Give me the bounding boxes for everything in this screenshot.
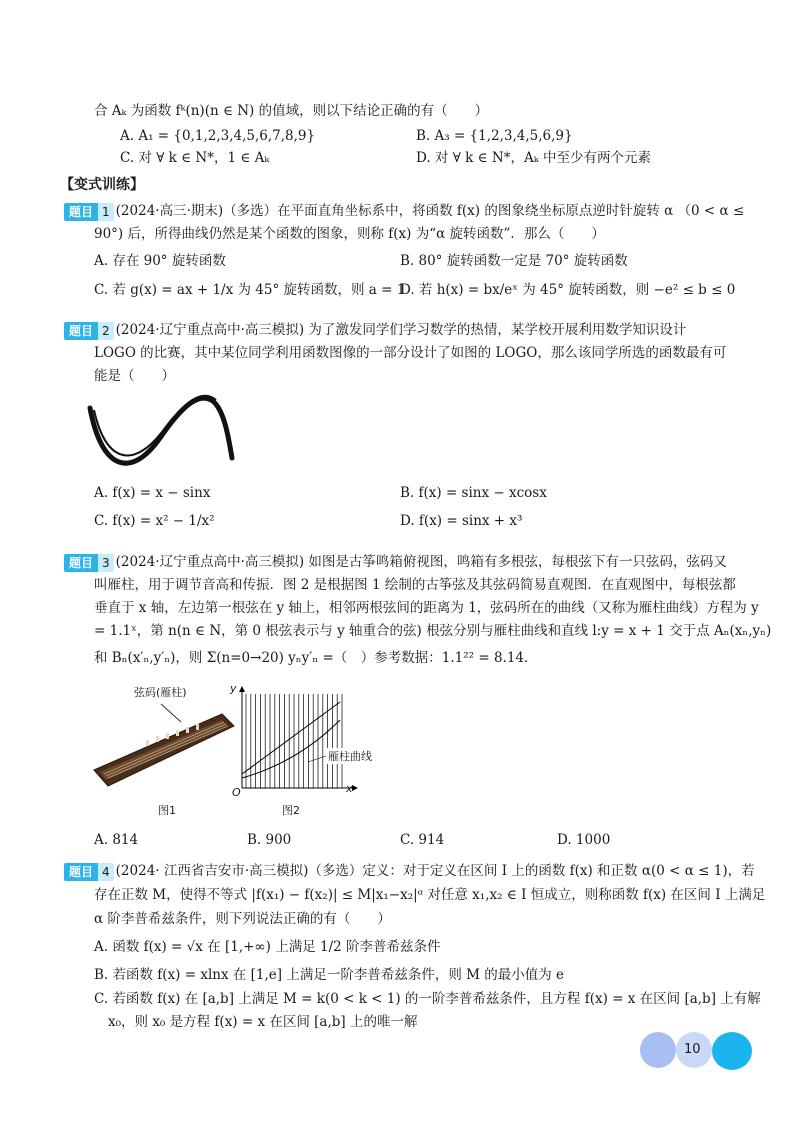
intro-option-a: A. A₁ = {0,1,2,3,4,5,6,7,8,9} (120, 128, 316, 144)
q4-option-a: A. 函数 f(x) = √x 在 [1,+∞) 上满足 1/2 阶李普希兹条件 (94, 939, 441, 955)
intro-option-c: C. 对 ∀ k ∈ N*，1 ∈ Aₖ (120, 150, 270, 166)
intro-option-d: D. 对 ∀ k ∈ N*，Aₖ 中至少有两个元素 (416, 150, 651, 166)
line-l (242, 702, 340, 774)
q3-number: 3 (98, 554, 114, 572)
q2-line3: 能是（ ） (94, 368, 175, 384)
q3-option-a: A. 814 (94, 832, 139, 848)
q3-line1 (64, 552, 727, 572)
page-dot-right (712, 1032, 752, 1070)
q1-option-d: D. 若 h(x) = bx/eˣ 为 45° 旋转函数，则 −e² ≤ b ≤ 0 (400, 282, 736, 298)
q1-badge: 题目 (64, 203, 98, 221)
fig2-axis-o: O (232, 786, 241, 799)
q2-logo-figure (82, 382, 242, 482)
q4-line2: 存在正数 M，使得不等式 |f(x₁) − f(x₂)| ≤ M|x₁−x₂|ᵅ 对任意 x₁,x₂ ∈ I 恒成立，则称函数 f(x) 在区间 I 上满足 (94, 887, 766, 903)
fig2-axis-y: y (230, 682, 237, 695)
fig2-axis-x: x (346, 782, 353, 795)
q4-badge: 题目 (64, 863, 98, 881)
q1-option-c: C. 若 g(x) = ax + 1/x 为 45° 旋转函数，则 a = 1 (94, 282, 406, 298)
q1-number: 1 (98, 203, 114, 221)
q2-badge: 题目 (64, 322, 98, 340)
q4-option-b: B. 若函数 f(x) = xlnx 在 [1,e] 上满足一阶李普希兹条件，则 M 的最小值为 e (94, 967, 565, 983)
q2-option-c: C. f(x) = x² − 1/x² (94, 513, 215, 529)
fig1-label: 弦码(雁柱) (134, 686, 187, 699)
q1-text1: (2024·高三·期末)（多选）在平面直角坐标系中，将函数 f(x) 的图象绕坐标原点逆时针旋转 α （0 < α ≤ (115, 203, 745, 219)
q1-option-b: B. 80° 旋转函数一定是 70° 旋转函数 (400, 253, 628, 269)
q3-option-d: D. 1000 (557, 832, 611, 848)
fig2-caption: 图2 (282, 804, 300, 817)
q2-option-d: D. f(x) = sinx + x³ (400, 513, 523, 529)
guzheng-top (100, 720, 228, 780)
strings (246, 694, 342, 788)
intro-option-b: B. A₃ = {1,2,3,4,5,6,9} (416, 128, 573, 144)
q1-line2: 90°) 后，所得曲线仍然是某个函数的图象，则称 f(x) 为“α 旋转函数”．那么（ ） (94, 226, 605, 242)
q4-text1: (2024· 江西省吉安市·高三模拟)（多选）定义：对于定义在区间 I 上的函数 f(x) 和正数 α(0 < α ≤ 1)，若 (115, 863, 755, 879)
q2-text1: (2024·辽宁重点高中·高三模拟) 为了激发同学们学习数学的热情，某学校开展利用数学知识设计 (115, 322, 687, 338)
q3-line5: 和 Bₙ(x′ₙ,y′ₙ)，则 Σ(n=0→20) yₙy′ₙ =（ ）参考数据：1.1²² = 8.14． (94, 650, 538, 666)
q4-line1 (64, 861, 755, 881)
page-number: 10 (684, 1042, 701, 1057)
q4-number: 4 (98, 863, 114, 881)
fig1-pointer (161, 704, 181, 722)
section-title: 【变式训练】 (60, 177, 144, 193)
q2-number: 2 (98, 322, 114, 340)
yanzhu-curve (242, 720, 340, 778)
logo-curve-outer (90, 398, 232, 463)
page-dot-left (640, 1032, 676, 1068)
q3-line3: 垂直于 x 轴，左边第一根弦在 y 轴上，相邻两根弦间的距离为 1，弦码所在的曲线（又称为雁柱曲线）方程为 y (94, 600, 759, 616)
q4-option-c-cont: x₀，则 x₀ 是方程 f(x) = x 在区间 [a,b] 上的唯一解 (108, 1014, 418, 1030)
intro-line: 合 Aₖ 为函数 fᵏ(n)(n ∈ N) 的值域，则以下结论正确的有（ ） (94, 103, 489, 119)
q3-badge: 题目 (64, 554, 98, 572)
q2-option-a: A. f(x) = x − sinx (94, 485, 211, 501)
q2-line1 (64, 320, 686, 340)
q3-option-c: C. 914 (400, 832, 445, 848)
q4-line3: α 阶李普希兹条件，则下列说法正确的有（ ） (94, 911, 391, 927)
q4-option-c: C. 若函数 f(x) 在 [a,b] 上满足 M = k(0 < k < 1) 的一阶李普希兹条件，且方程 f(x) = x 在区间 [a,b] 上有解 (94, 991, 761, 1007)
q3-text1: (2024·辽宁重点高中·高三模拟) 如图是古筝鸣箱俯视图，鸣箱有多根弦，每根弦下有一只弦码，弦码又 (115, 554, 727, 570)
curve-label-pointer (308, 756, 326, 762)
q3-line2: 叫雁柱，用于调节音高和传振．图 2 是根据图 1 绘制的古筝弦及其弦码简易直观图．在直观图中，每根弦都 (94, 577, 736, 593)
fig2-curve-label: 雁柱曲线 (328, 750, 372, 763)
fig1-guzheng (86, 700, 236, 792)
q2-line2: LOGO 的比赛，其中某位同学利用函数图像的一部分设计了如图的 LOGO，那么该同学所选的函数最有可 (94, 345, 727, 361)
q3-option-b: B. 900 (247, 832, 292, 848)
q1-option-a: A. 存在 90° 旋转函数 (94, 253, 226, 269)
q3-line4: = 1.1ˣ，第 n(n ∈ N，第 0 根弦表示与 y 轴重合的弦) 根弦分别与雁柱曲线和直线 l:y = x + 1 交于点 Aₙ(xₙ,yₙ) (94, 623, 772, 639)
q2-option-b: B. f(x) = sinx − xcosx (400, 485, 547, 501)
fig1-caption: 图1 (158, 804, 176, 817)
q1-line1 (64, 201, 744, 221)
